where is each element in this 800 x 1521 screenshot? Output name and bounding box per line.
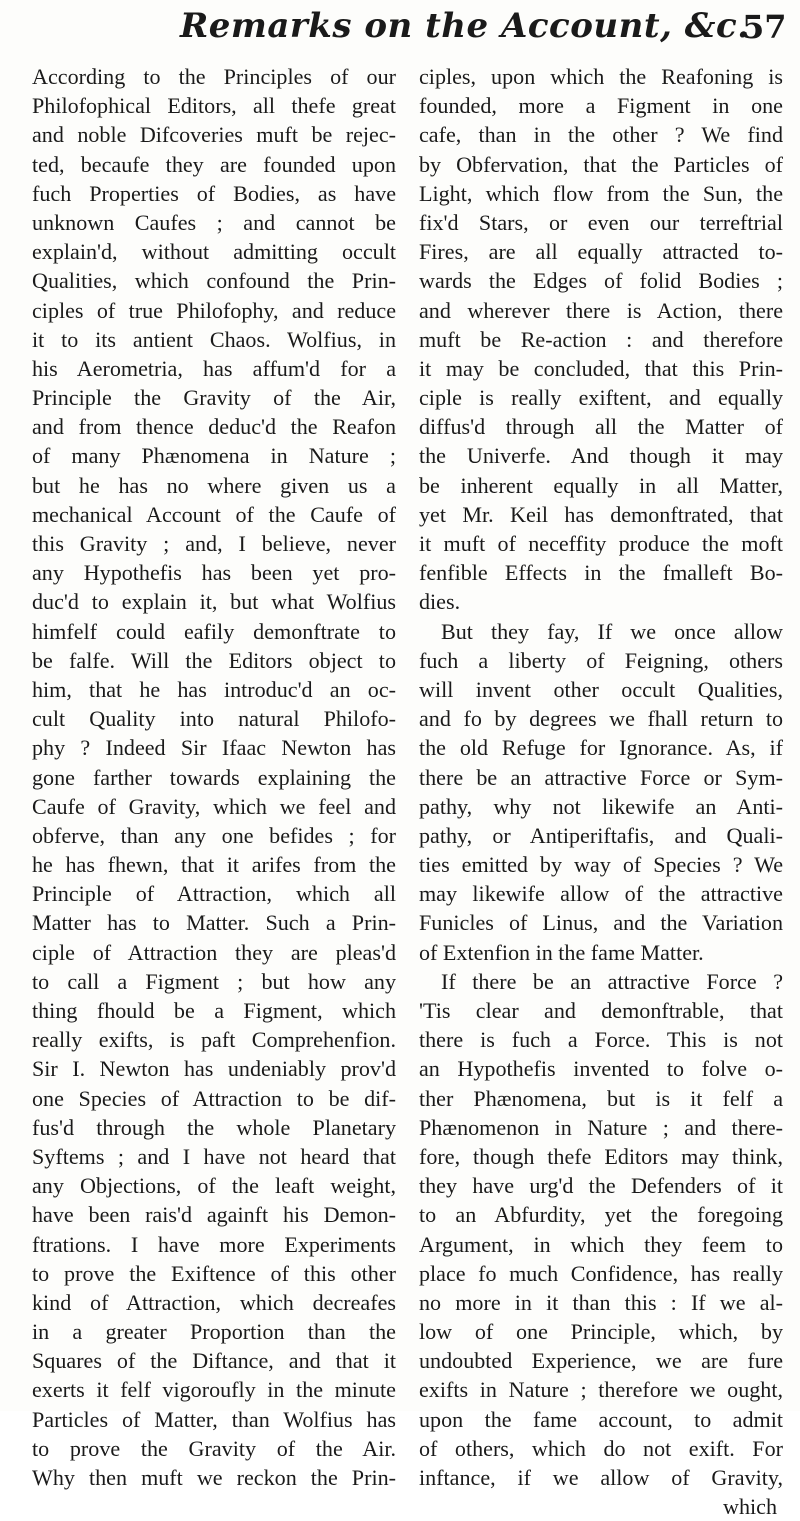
text-line: ftrations. I have more Experiments: [32, 1231, 396, 1257]
text-line: fus'd through the whole Planetary: [32, 1114, 396, 1140]
text-line: they have urg'd the Defenders of it: [419, 1173, 783, 1199]
text-line: have been rais'd againft his Demon-: [32, 1202, 396, 1228]
page-header: [0, 6, 800, 58]
text-line: obferve, than any one befides ; for: [32, 822, 396, 848]
text-line: to prove the Gravity of the Air.: [32, 1435, 396, 1461]
text-line: Phænomenon in Nature ; and there-: [419, 1114, 783, 1140]
text-line: Qualities, which confound the Prin-: [32, 268, 396, 294]
text-line: low of one Principle, which, by: [419, 1319, 783, 1345]
text-line: this Gravity ; and, I believe, never: [32, 531, 396, 556]
catchword: which: [723, 1494, 777, 1520]
text-line: and wherever there is Action, there: [419, 297, 783, 323]
text-line: yet Mr. Keil has demonftrated, that: [419, 501, 783, 527]
text-line: of others, which do not exift. For: [419, 1435, 783, 1461]
text-line: ciple of Attraction they are pleas'd: [32, 939, 396, 965]
text-line: pathy, why not likewife an Anti-: [419, 793, 783, 819]
text-line: Squares of the Diftance, and that it: [32, 1348, 396, 1374]
text-line: ties emitted by way of Species ? We: [419, 852, 783, 878]
text-line: fix'd Stars, or even our terreftrial: [419, 209, 783, 235]
text-line: the old Refuge for Ignorance. As, if: [419, 735, 783, 761]
text-line: upon the fame account, to admit: [419, 1406, 783, 1432]
text-line: it may be concluded, that this Prin-: [419, 355, 783, 381]
page-number: 57: [742, 8, 787, 46]
text-line: diffus'd through all the Matter of: [419, 414, 783, 440]
text-line: Philofophical Editors, all thefe great: [32, 93, 396, 119]
text-line: fuch a liberty of Feigning, others: [419, 647, 783, 673]
text-line: Sir I. Newton has undeniably prov'd: [32, 1056, 396, 1082]
text-line: of Extenfion in the fame Matter.: [419, 939, 704, 965]
text-line: Caufe of Gravity, which we feel and: [32, 793, 396, 819]
text-line: Funicles of Linus, and the Variation: [419, 910, 783, 936]
text-line: ted, becaufe they are founded upon: [32, 151, 396, 177]
text-line: unknown Caufes ; and cannot be: [32, 209, 396, 235]
text-line: may likewife allow of the attractive: [419, 881, 783, 907]
text-line: one Species of Attraction to be dif-: [32, 1085, 396, 1111]
text-line: any Hypothefis has been yet pro-: [32, 560, 396, 586]
text-line: cult Quality into natural Philofo-: [32, 706, 396, 732]
text-line: himfelf could eafily demonftrate to: [32, 618, 396, 644]
text-line: there is fuch a Force. This is not: [419, 1027, 783, 1053]
left-text-column: [32, 62, 396, 1492]
text-line: fore, though thefe Editors may think,: [419, 1143, 783, 1169]
text-line: his Aerometria, has affum'd for a: [32, 355, 396, 381]
text-line: Light, which flow from the Sun, the: [419, 180, 783, 206]
text-line: no more in it than this : If we al-: [419, 1289, 783, 1315]
text-line: pathy, or Antiperiftafis, and Quali-: [419, 822, 783, 848]
text-line: inftance, if we allow of Gravity,: [419, 1465, 783, 1490]
text-line: Argument, in which they feem to: [419, 1231, 783, 1257]
text-line: If there be an attractive Force ?: [441, 968, 783, 994]
text-line: thing fhould be a Figment, which: [32, 998, 396, 1023]
text-line: dies.: [419, 589, 461, 615]
text-line: but he has no where given us a: [32, 472, 396, 498]
text-line: him, that he has introduc'd an oc-: [32, 676, 396, 702]
text-line: phy ? Indeed Sir Ifaac Newton has: [32, 735, 396, 761]
text-line: Matter has to Matter. Such a Prin-: [32, 910, 396, 936]
text-line: fuch Properties of Bodies, as have: [32, 180, 396, 206]
text-line: it muft of neceffity produce the moft: [419, 531, 783, 556]
text-line: duc'd to explain it, but what Wolfius: [32, 589, 396, 615]
text-line: Why then muft we reckon the Prin-: [32, 1465, 396, 1490]
text-line: any Objections, of the leaft weight,: [32, 1173, 396, 1199]
text-line: in a greater Proportion than the: [32, 1319, 396, 1345]
text-line: to call a Figment ; but how any: [32, 968, 396, 994]
text-line: wards the Edges of folid Bodies ;: [419, 268, 783, 294]
text-line: ciples of true Philofophy, and reduce: [32, 297, 396, 323]
text-line: he has fhewn, that it arifes from the: [32, 852, 396, 878]
text-line: undoubted Experience, we are fure: [419, 1348, 783, 1374]
text-line: place fo much Confidence, has really: [419, 1260, 783, 1286]
text-line: Particles of Matter, than Wolfius has: [32, 1406, 396, 1432]
text-line: 'Tis clear and demonftrable, that: [419, 998, 783, 1023]
text-line: be falfe. Will the Editors object to: [32, 647, 396, 673]
text-line: mechanical Account of the Caufe of: [32, 501, 396, 527]
text-line: will invent other occult Qualities,: [419, 676, 783, 702]
text-line: exerts it felf vigoroufly in the minute: [32, 1377, 396, 1403]
text-line: Principle the Gravity of the Air,: [32, 385, 396, 411]
text-line: explain'd, without admitting occult: [32, 239, 396, 265]
text-line: ther Phænomena, but is it felf a: [419, 1085, 783, 1111]
text-line: gone farther towards explaining the: [32, 764, 396, 790]
text-line: muft be Re-action : and therefore: [419, 326, 783, 352]
text-line: to prove the Exiftence of this other: [32, 1260, 396, 1286]
text-line: really exifts, is paft Comprehenfion.: [32, 1027, 396, 1053]
text-line: ciple is really exiftent, and equally: [419, 385, 783, 411]
text-line: cafe, than in the other ? We find: [419, 122, 783, 148]
text-line: of many Phænomena in Nature ;: [32, 443, 396, 469]
running-head: Remarks on the Account, &c.: [180, 6, 750, 46]
text-line: and noble Difcoveries muft be rejec-: [32, 122, 396, 148]
text-line: it to its antient Chaos. Wolfius, in: [32, 326, 396, 352]
text-line: fenfible Effects in the fmalleft Bo-: [419, 560, 783, 586]
text-line: be inherent equally in all Matter,: [419, 472, 783, 498]
text-line: exifts in Nature ; therefore we ought,: [419, 1377, 783, 1403]
text-line: to an Abfurdity, yet the foregoing: [419, 1202, 783, 1228]
text-line: But they fay, If we once allow: [441, 618, 783, 644]
text-line: According to the Principles of our: [32, 64, 396, 89]
right-text-column: [419, 62, 783, 1521]
text-line: an Hypothefis invented to folve o-: [419, 1056, 783, 1082]
text-line: ciples, upon which the Reafoning is: [419, 64, 783, 89]
text-line: founded, more a Figment in one: [419, 93, 783, 119]
text-line: and fo by degrees we fhall return to: [419, 706, 783, 732]
text-line: Syftems ; and I have not heard that: [32, 1143, 396, 1169]
text-line: the Univerfe. And though it may: [419, 443, 783, 469]
text-line: kind of Attraction, which decreafes: [32, 1289, 396, 1315]
text-line: and from thence deduc'd the Reafon: [32, 414, 396, 440]
text-line: Fires, are all equally attracted to-: [419, 239, 783, 265]
text-line: by Obfervation, that the Particles of: [419, 151, 783, 177]
text-line: Principle of Attraction, which all: [32, 881, 396, 907]
text-line: there be an attractive Force or Sym-: [419, 764, 783, 790]
